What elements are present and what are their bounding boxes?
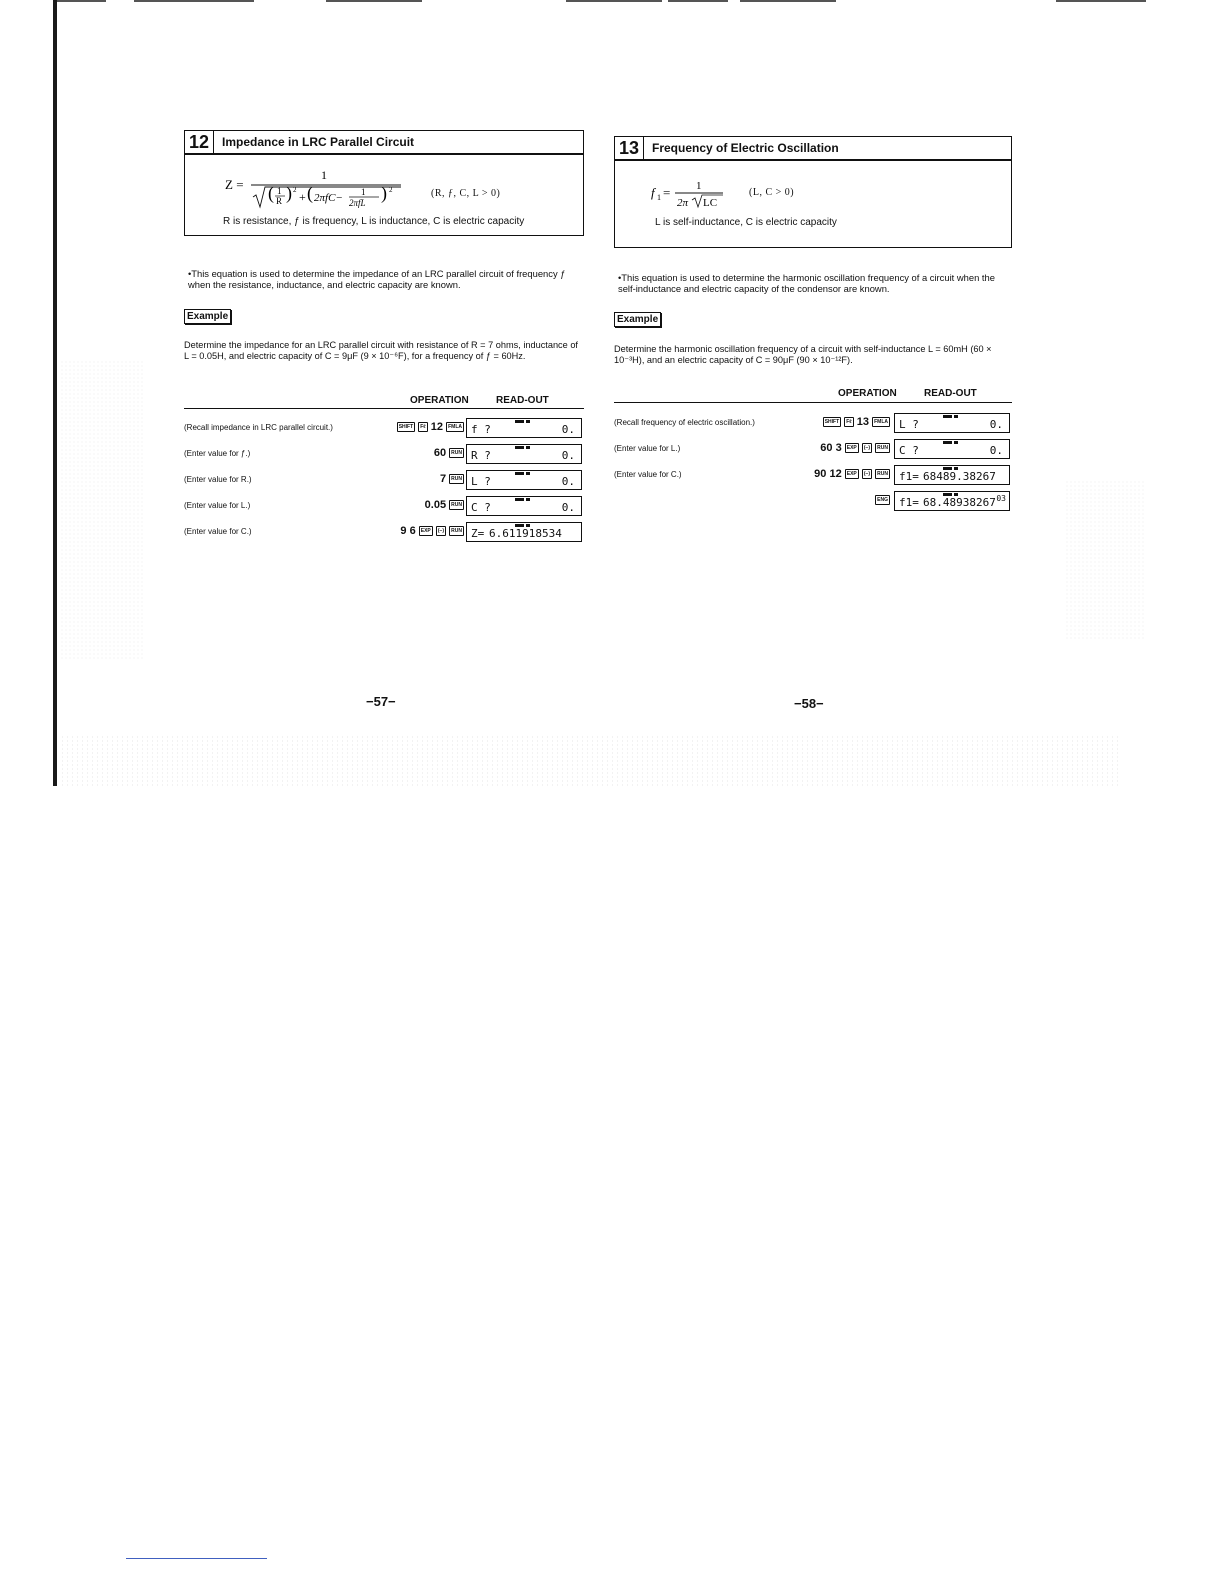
lcd-value: 68.48938267 <box>923 496 996 509</box>
row-operation: 60 3 EXP (−) RUN <box>820 442 888 454</box>
scan-noise <box>60 360 145 660</box>
row-label: (Recall impedance in LRC parallel circuit.) <box>184 423 333 432</box>
run-key-icon: RUN <box>451 450 462 457</box>
table-row <box>184 470 584 490</box>
row-operation: SHIFT Fℓ 13 FMLA <box>824 416 888 428</box>
svg-text:2πfL: 2πfL <box>349 198 366 208</box>
lcd-indicator <box>515 472 535 476</box>
formula-note: L is self-inductance, C is electric capacity <box>655 217 837 228</box>
section-number: 12 <box>185 131 214 153</box>
table-row <box>614 491 1012 511</box>
lcd-readout <box>894 491 1010 511</box>
formula-box <box>184 155 584 236</box>
scan-noise <box>60 735 1120 787</box>
table-rule <box>614 402 1012 403</box>
table-row <box>614 439 1012 459</box>
lcd-exponent: 03 <box>996 494 1006 503</box>
lcd-prompt: L ? <box>471 475 491 488</box>
svg-text:2: 2 <box>293 186 297 194</box>
run-key-icon: RUN <box>451 502 462 509</box>
run-key-icon: RUN <box>877 471 888 478</box>
fmla-key-icon: FMLA <box>448 424 462 431</box>
section-header <box>614 136 1012 161</box>
svg-text:): ) <box>286 183 292 203</box>
svg-text:2: 2 <box>389 186 393 194</box>
exp-key-icon: EXP <box>846 471 857 478</box>
row-operation <box>875 494 890 506</box>
lcd-indicator <box>515 498 535 502</box>
table-rule <box>184 408 584 409</box>
description: •This equation is used to determine the impedance of an LRC parallel circuit of frequency ƒ when the resistance, inductance, and electric capacity are known. <box>188 268 566 290</box>
table-row <box>184 522 584 542</box>
page-57 <box>184 130 584 709</box>
fmla-key-icon: FMLA <box>874 419 888 426</box>
negative-key-icon: (−) <box>437 528 445 535</box>
row-label: (Recall frequency of electric oscillation.) <box>614 418 755 427</box>
row-label: (Enter value for L.) <box>184 501 251 510</box>
operation-header: OPERATION <box>410 395 469 406</box>
example-text: Determine the harmonic oscillation frequency of a circuit with self-inductance L = 60mH (60 × 10⁻³H), and an electric capacity of C = 90μF (90 × 10⁻¹²F). <box>614 344 992 365</box>
run-key-icon: RUN <box>877 445 888 452</box>
footer-rule <box>126 1558 267 1559</box>
formula-condition: (L, C > 0) <box>749 187 795 198</box>
lcd-readout <box>466 522 582 542</box>
svg-text:=: = <box>663 185 671 200</box>
lcd-prompt: R ? <box>471 449 491 462</box>
example-text: Determine the impedance for an LRC parallel circuit with resistance of R = 7 ohms, inductance of L = 0.05H, and electric capacity of C = 9μF (9 × 10⁻⁶F), for a frequency of ƒ = 60Hz. <box>184 340 578 361</box>
formula-note: R is resistance, ƒ is frequency, L is inductance, C is electric capacity <box>223 216 525 227</box>
section-number: 13 <box>615 137 644 159</box>
svg-text:LC: LC <box>703 197 718 209</box>
lcd-value: 0. <box>561 501 575 514</box>
exp-key-icon: EXP <box>846 445 857 452</box>
row-label: (Enter value for C.) <box>614 470 682 479</box>
svg-text:(: ( <box>268 183 274 203</box>
lcd-value: 0. <box>989 444 1003 457</box>
table-row <box>614 465 1012 485</box>
table-row <box>614 413 1012 433</box>
lcd-indicator <box>515 446 535 450</box>
section-title: Impedance in LRC Parallel Circuit <box>222 135 415 149</box>
formula-condition: (R, ƒ, C, L > 0) <box>431 188 501 199</box>
lcd-value: 0. <box>561 423 575 436</box>
lcd-indicator <box>515 420 535 424</box>
readout-header: READ-OUT <box>924 388 977 399</box>
formula-lhs: Z = <box>225 177 244 192</box>
section-header <box>184 130 584 155</box>
page-number: −58− <box>794 696 824 711</box>
lcd-prompt: Z= <box>471 527 485 540</box>
scan-left-edge <box>53 0 57 786</box>
lcd-readout <box>894 465 1010 485</box>
description: •This equation is used to determine the harmonic oscillation frequency of a circuit when the self-inductance and electric capacity of the condensor are known. <box>618 272 995 294</box>
shift-key-icon: SHIFT <box>824 419 840 426</box>
example-label: Example <box>184 309 231 324</box>
table-row <box>184 418 584 438</box>
svg-text:): ) <box>381 183 387 203</box>
lcd-value: 0. <box>989 418 1003 431</box>
row-operation: 90 12 EXP (−) RUN <box>814 468 888 480</box>
lcd-value: 6.611918534 <box>489 527 562 540</box>
lcd-indicator <box>943 415 963 419</box>
impedance-formula <box>221 161 431 209</box>
exp-key-icon: EXP <box>420 528 431 535</box>
table-row <box>184 496 584 516</box>
run-key-icon: RUN <box>451 528 462 535</box>
svg-text:1: 1 <box>696 180 702 192</box>
row-label: (Enter value for ƒ.) <box>184 449 251 458</box>
svg-text:+: + <box>299 190 306 204</box>
svg-text:1: 1 <box>277 186 282 196</box>
scan-top-edge <box>56 0 1156 6</box>
row-operation: 0.05 RUN <box>424 499 462 511</box>
shift-key-icon: SHIFT <box>398 424 414 431</box>
row-operation: 7 RUN <box>439 473 462 485</box>
lcd-readout <box>466 418 582 438</box>
readout-header: READ-OUT <box>496 395 549 406</box>
svg-text:(: ( <box>307 183 313 203</box>
example-label: Example <box>614 312 661 327</box>
row-operation: 60 RUN <box>433 447 462 459</box>
svg-text:2π: 2π <box>677 197 689 209</box>
row-label: (Enter value for R.) <box>184 475 252 484</box>
svg-text:1: 1 <box>321 168 327 182</box>
lcd-value: 68489.38267 <box>923 470 996 483</box>
lcd-prompt: C ? <box>471 501 491 514</box>
lcd-value: 0. <box>561 475 575 488</box>
negative-key-icon: (−) <box>863 471 871 478</box>
recall-key-icon: Fℓ <box>420 424 426 431</box>
svg-text:R: R <box>276 196 283 206</box>
recall-key-icon: Fℓ <box>846 419 852 426</box>
lcd-indicator <box>943 441 963 445</box>
svg-text:f: f <box>651 185 655 200</box>
run-key-icon: RUN <box>451 476 462 483</box>
section-title: Frequency of Electric Oscillation <box>652 141 839 155</box>
lcd-prompt: C ? <box>899 444 919 457</box>
lcd-prompt: f1= <box>899 496 919 509</box>
svg-text:1: 1 <box>361 187 366 197</box>
svg-text:2πfC−: 2πfC− <box>314 192 343 204</box>
svg-text:1: 1 <box>657 193 661 202</box>
lcd-prompt: f1= <box>899 470 919 483</box>
operation-header: OPERATION <box>838 388 897 399</box>
frequency-formula <box>649 175 749 211</box>
lcd-readout <box>466 496 582 516</box>
eng-key-icon: ENG <box>877 497 888 504</box>
lcd-readout <box>894 439 1010 459</box>
lcd-readout <box>894 413 1010 433</box>
page-number: −57− <box>366 694 396 709</box>
table-row <box>184 444 584 464</box>
lcd-readout <box>466 470 582 490</box>
lcd-prompt: L ? <box>899 418 919 431</box>
row-operation: 9 6 EXP (−) RUN <box>400 525 462 537</box>
scan-noise <box>1065 480 1145 640</box>
lcd-prompt: f ? <box>471 423 491 436</box>
page-58 <box>614 136 1012 711</box>
lcd-readout <box>466 444 582 464</box>
lcd-value: 0. <box>561 449 575 462</box>
row-label: (Enter value for L.) <box>614 444 681 453</box>
row-operation: SHIFT Fℓ 12 FMLA <box>398 421 462 433</box>
negative-key-icon: (−) <box>863 445 871 452</box>
formula-box <box>614 161 1012 248</box>
row-label: (Enter value for C.) <box>184 527 252 536</box>
